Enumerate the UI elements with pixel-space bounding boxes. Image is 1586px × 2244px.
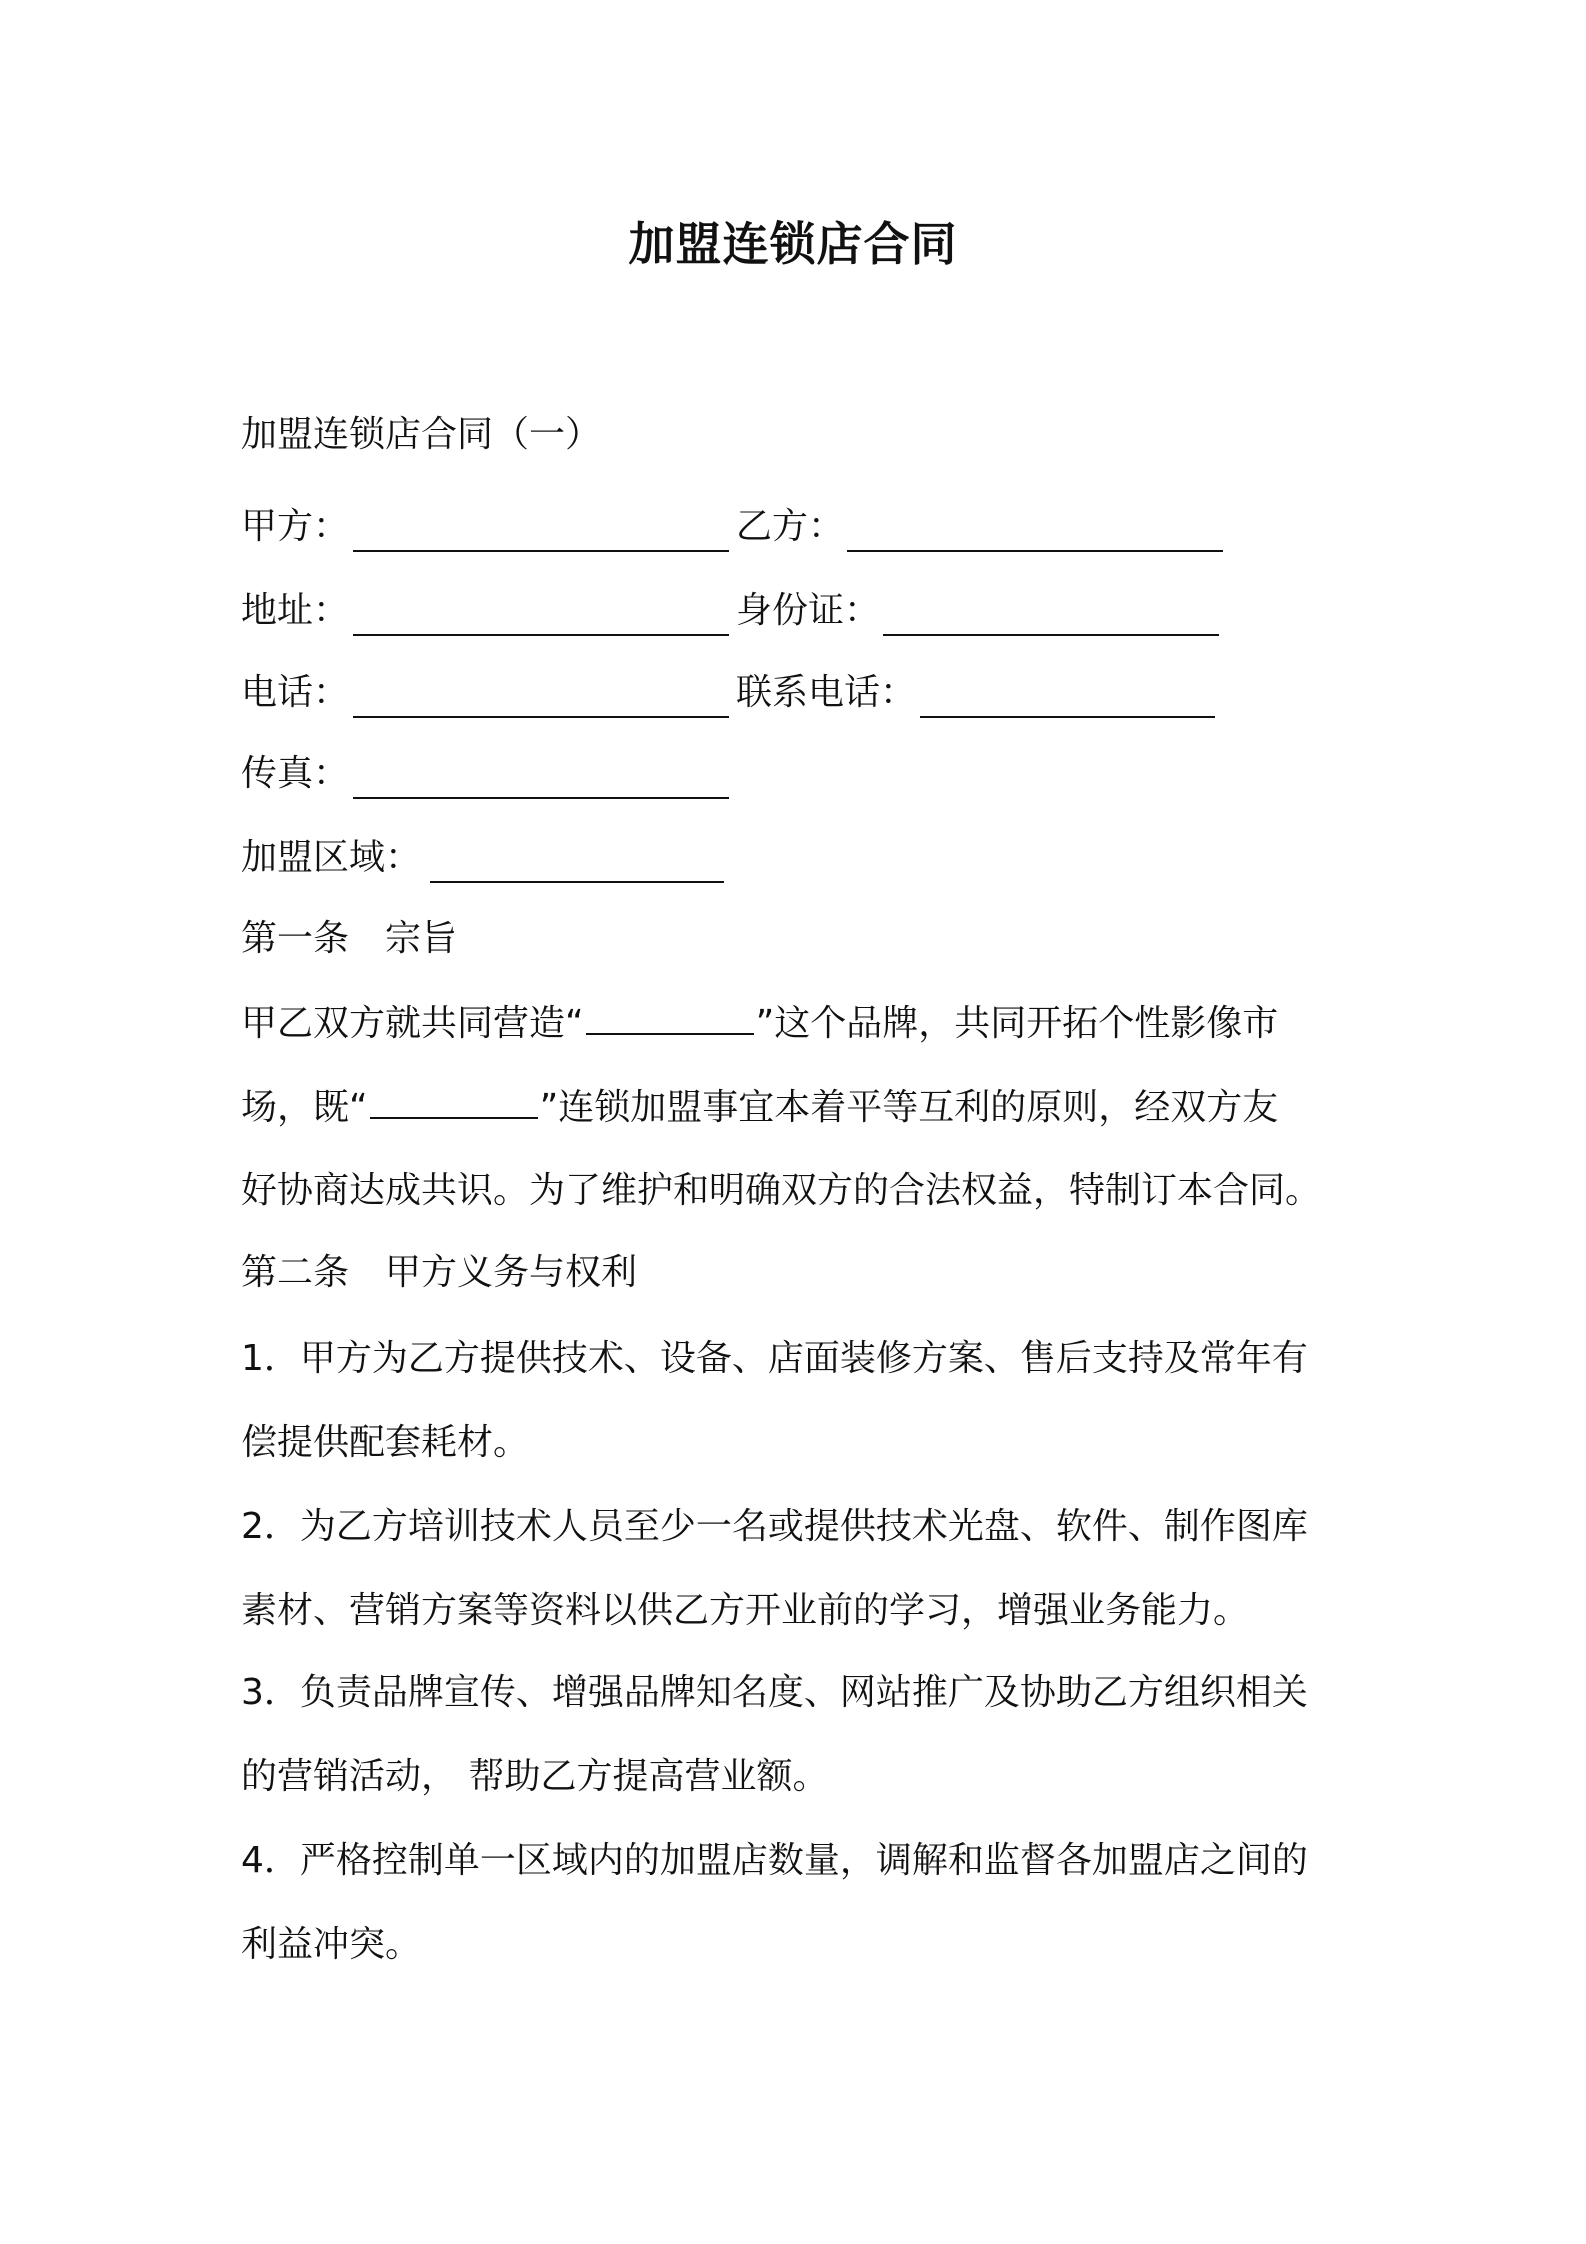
- article1-line-1: [241, 982, 1351, 1066]
- article2-item-4-line-1: 4．严格控制单一区域内的加盟店数量，调解和监督各加盟店之间的: [241, 1840, 1308, 1881]
- article2-item-3: [241, 1651, 1351, 1818]
- id-card-field[interactable]: [883, 586, 1219, 636]
- address-label: 地址：: [241, 590, 350, 631]
- article2-item-1-line-1: 1．甲方为乙方提供技术、设备、店面装修方案、售后支持及常年有: [241, 1338, 1308, 1379]
- article2-item-3-line-1: 3．负责品牌宣传、增强品牌知名度、网站推广及协助乙方组织相关: [241, 1672, 1308, 1713]
- brand-name-field-1[interactable]: [586, 999, 754, 1035]
- article2-item-1: [241, 1317, 1351, 1484]
- article1-paragraph: [241, 982, 1351, 1233]
- article1-heading: 第一条 宗旨: [241, 918, 458, 959]
- article2-item-2-line-2: 素材、营销方案等资料以供乙方开业前的学习，增强业务能力。: [241, 1589, 1250, 1631]
- phone-row: [241, 668, 1241, 718]
- party-row: [241, 502, 1241, 552]
- article2-item-2-line-1: 2．为乙方培训技术人员至少一名或提供技术光盘、软件、制作图库: [241, 1506, 1308, 1547]
- party-b-label: 乙方：: [736, 506, 845, 547]
- article1-line-1-text-b: ”这个品牌，共同开拓个性影像市: [755, 1003, 1279, 1044]
- article2-item-1-line-2: 偿提供配套耗材。: [241, 1421, 530, 1463]
- fax-field[interactable]: [353, 749, 729, 799]
- article2-item-3-line-2: 的营销活动， 帮助乙方提高营业额。: [241, 1755, 829, 1797]
- phone-label: 电话：: [241, 672, 350, 713]
- party-a-label: 甲方：: [241, 506, 350, 547]
- document-title: 加盟连锁店合同: [628, 217, 958, 271]
- article2-item-4: [241, 1819, 1351, 1986]
- brand-name-field-2[interactable]: [370, 1083, 538, 1119]
- party-b-field[interactable]: [847, 502, 1223, 552]
- fax-label: 传真：: [241, 753, 350, 794]
- party-a-field[interactable]: [353, 502, 729, 552]
- region-row: [241, 833, 1241, 883]
- phone-field[interactable]: [353, 668, 729, 718]
- article2-heading: 第二条 甲方义务与权利: [241, 1252, 638, 1293]
- article1-line-2: [241, 1066, 1351, 1150]
- address-row: [241, 586, 1241, 636]
- article1-line-2-text-a: 场，既“: [241, 1086, 368, 1128]
- article2-item-4-line-2: 利益冲突。: [241, 1923, 422, 1965]
- address-field[interactable]: [353, 586, 729, 636]
- id-card-label: 身份证：: [736, 590, 881, 631]
- document-subtitle: 加盟连锁店合同（一）: [241, 414, 602, 455]
- fax-row: [241, 749, 1241, 799]
- region-field[interactable]: [430, 833, 724, 883]
- article1-line-3: 好协商达成共识。为了维护和明确双方的合法权益，特制订本合同。: [241, 1170, 1322, 1211]
- contact-phone-label: 联系电话：: [736, 672, 917, 713]
- article1-line-2-text-b: ”连锁加盟事宜本着平等互利的原则，经双方友: [539, 1086, 1279, 1128]
- article1-line-1-text-a: 甲乙双方就共同营造“: [241, 1003, 584, 1044]
- article2-item-2: [241, 1485, 1351, 1652]
- region-label: 加盟区域：: [241, 837, 422, 878]
- contact-phone-field[interactable]: [920, 668, 1215, 718]
